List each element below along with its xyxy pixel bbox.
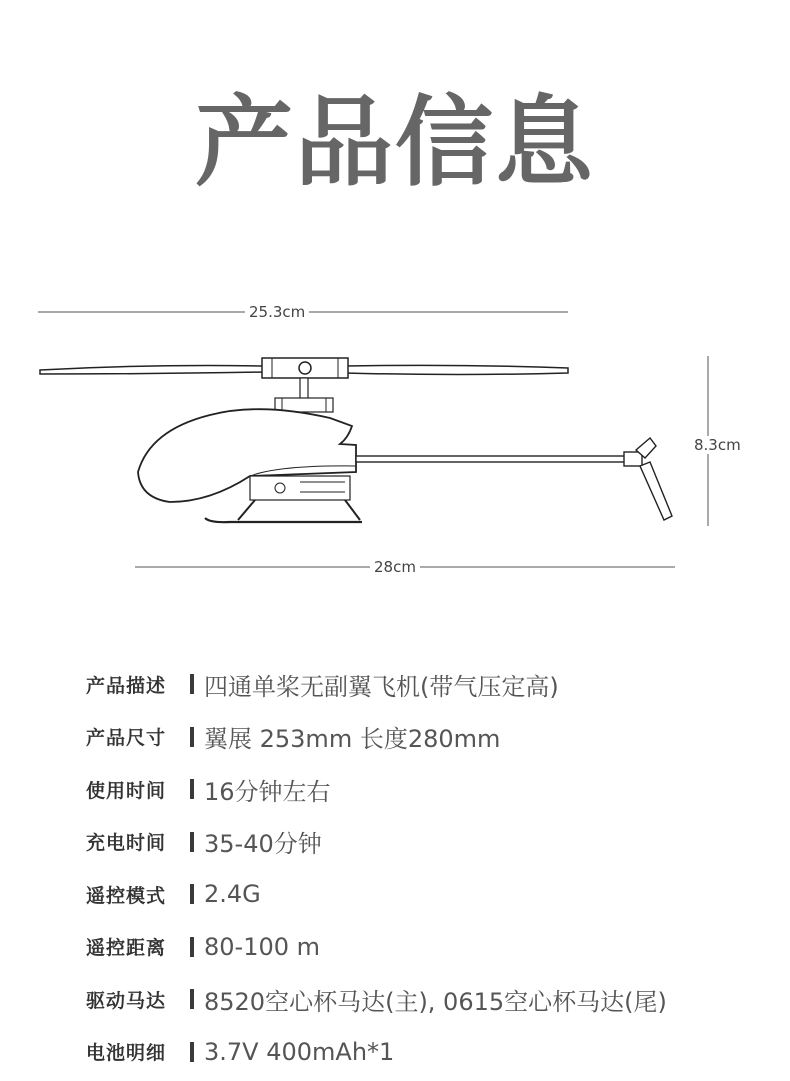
spec-label: 使用时间: [86, 779, 167, 802]
spec-row-battery: [86, 1026, 766, 1079]
spec-divider: [190, 937, 194, 957]
page-title: 产品信息: [194, 86, 595, 200]
helicopter-diagram: [0, 290, 790, 590]
length-label: 28cm: [370, 558, 420, 576]
spec-divider: [190, 832, 194, 852]
spec-list: [86, 658, 766, 1078]
spec-row-flight-time: [86, 763, 766, 816]
rotor-blade-right: [345, 365, 568, 374]
spec-label: 驱动马达: [86, 989, 167, 1012]
spec-row-remote-range: [86, 921, 766, 974]
spec-value: 16分钟左右: [204, 777, 331, 806]
height-label: 8.3cm: [690, 436, 745, 454]
spec-row-remote-mode: [86, 868, 766, 921]
spec-value: 80-100 m: [204, 932, 321, 961]
spec-label: 遥控模式: [86, 884, 167, 907]
spec-divider: [190, 989, 194, 1009]
spec-divider: [190, 674, 194, 694]
tail-fin: [640, 462, 672, 520]
spec-divider: [190, 779, 194, 799]
spec-value: 四通单桨无副翼飞机(带气压定高): [204, 672, 559, 701]
spec-divider: [190, 1042, 194, 1062]
landing-skid: [205, 518, 362, 522]
landing-gear-rear: [345, 500, 360, 520]
helicopter-drawing: [0, 290, 790, 590]
spec-label: 电池明细: [86, 1042, 167, 1065]
spec-divider: [190, 727, 194, 747]
spec-divider: [190, 884, 194, 904]
spec-label: 遥控距离: [86, 937, 167, 960]
spec-row-motors: [86, 973, 766, 1026]
landing-gear-front: [238, 500, 255, 520]
spec-row-description: [86, 658, 766, 711]
spec-label: 产品尺寸: [86, 727, 167, 750]
rotor-blade-left: [40, 366, 265, 375]
spec-value: 8520空心杯马达(主), 0615空心杯马达(尾): [204, 987, 667, 1016]
spec-value: 翼展 253mm 长度280mm: [204, 725, 501, 754]
spec-value: 35-40分钟: [204, 830, 322, 859]
spec-row-size: [86, 711, 766, 764]
spec-label: 充电时间: [86, 832, 167, 855]
electronics-block: [250, 476, 350, 500]
spec-value: 2.4G: [204, 880, 261, 909]
spec-label: 产品描述: [86, 674, 167, 697]
spec-value: 3.7V 400mAh*1: [204, 1037, 395, 1066]
tail-boom: [356, 456, 626, 462]
tail-motor: [624, 452, 642, 466]
wingspan-label: 25.3cm: [245, 303, 309, 321]
spec-row-charge-time: [86, 816, 766, 869]
